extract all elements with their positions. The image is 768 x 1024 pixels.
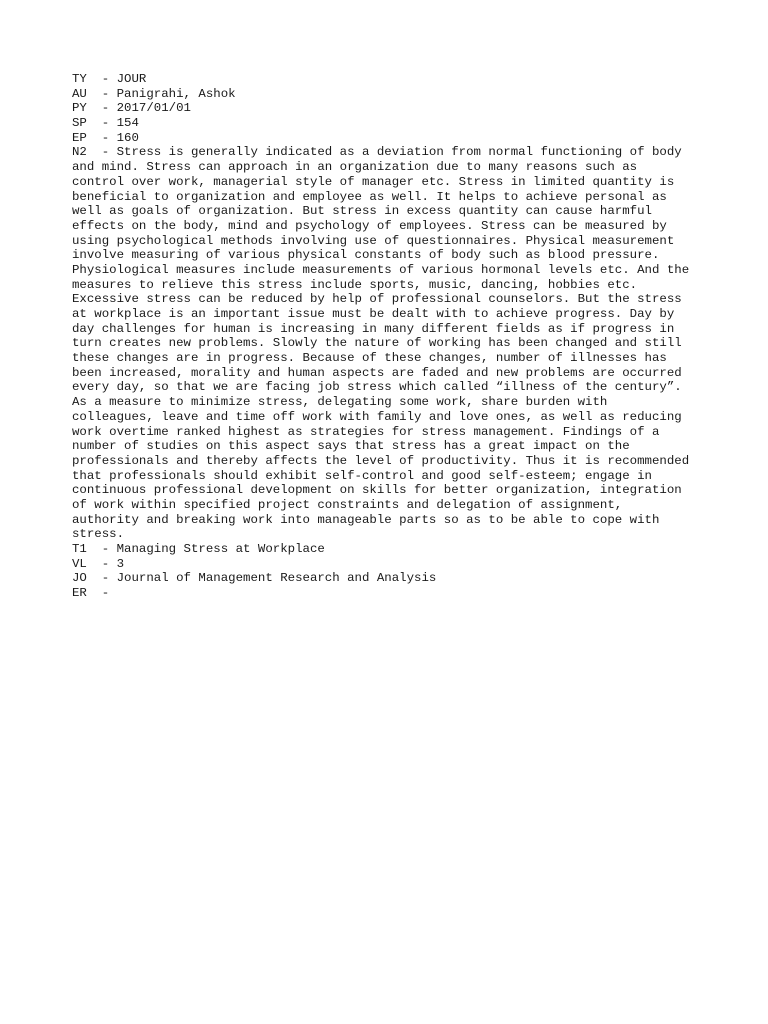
abstract-line: using psychological methods involving use of questionnaires. Physical measurement: [72, 233, 675, 248]
abstract-line: these changes are in progress. Because of these changes, number of illnesses has: [72, 351, 667, 366]
end-page-field: EP - 160: [72, 130, 139, 145]
abstract-line: continuous professional development on skills for better organization, integration: [72, 483, 682, 498]
abstract-line: As a measure to minimize stress, delegating some work, share burden with: [72, 395, 608, 410]
abstract-line: work overtime ranked highest as strategies for stress management. Findings of a: [72, 424, 660, 439]
abstract-line: every day, so that we are facing job stress which called “illness of the century”.: [72, 380, 682, 395]
abstract-field: [72, 145, 712, 542]
start-page-field: SP - 154: [72, 116, 139, 131]
abstract-line: well as goals of organization. But stress in excess quantity can cause harmful: [72, 204, 652, 219]
abstract-line: control over work, managerial style of manager etc. Stress in limited quantity is: [72, 174, 675, 189]
title-field: T1 - Managing Stress at Workplace: [72, 542, 325, 556]
abstract-line: turn creates new problems. Slowly the nature of working has been changed and still: [72, 336, 682, 351]
abstract-line: effects on the body, mind and psychology of employees. Stress can be measured by: [72, 218, 667, 233]
ris-record: [72, 72, 712, 601]
abstract-line: number of studies on this aspect says that stress has a great impact on the: [72, 439, 630, 454]
volume-field: VL - 3: [72, 556, 125, 571]
author-field: AU - Panigrahi, Ashok: [72, 86, 236, 101]
abstract-line: of work within specified project constraints and delegation of assignment,: [72, 497, 623, 512]
abstract-line: and mind. Stress can approach in an organization due to many reasons such as: [72, 160, 638, 175]
abstract-line: day challenges for human is increasing in many different fields as if progress in: [72, 321, 675, 336]
publication-year-field: PY - 2017/01/01: [72, 101, 191, 116]
abstract-line: measures to relieve this stress include sports, music, dancing, hobbies etc.: [72, 277, 638, 292]
abstract-line: been increased, morality and human aspects are faded and new problems are occurred: [72, 365, 682, 380]
abstract-line: Physiological measures include measurements of various hormonal levels etc. And the: [72, 262, 690, 277]
abstract-line: colleagues, leave and time off work with family and love ones, as well as reducing: [72, 409, 682, 424]
abstract-line: beneficial to organization and employee as well. It helps to achieve personal as: [72, 189, 667, 204]
abstract-line: N2 - Stress is generally indicated as a deviation from normal functioning of body: [72, 145, 682, 160]
end-record-field: ER -: [72, 586, 117, 601]
abstract-line: involve measuring of various physical constants of body such as blood pressure.: [72, 248, 660, 263]
abstract-line: stress.: [72, 527, 125, 542]
abstract-line: Excessive stress can be reduced by help of professional counselors. But the stress: [72, 292, 682, 307]
abstract-line: at workplace is an important issue must be dealt with to achieve progress. Day by: [72, 307, 675, 321]
abstract-line: professionals and thereby affects the level of productivity. Thus it is recommended: [72, 453, 690, 468]
abstract-line: that professionals should exhibit self-control and good self-esteem; engage in: [72, 468, 652, 483]
abstract-line: authority and breaking work into manageable parts so as to be able to cope with: [72, 512, 660, 527]
journal-field: JO - Journal of Management Research and Analysis: [72, 571, 437, 586]
type-field: TY - JOUR: [72, 72, 147, 86]
